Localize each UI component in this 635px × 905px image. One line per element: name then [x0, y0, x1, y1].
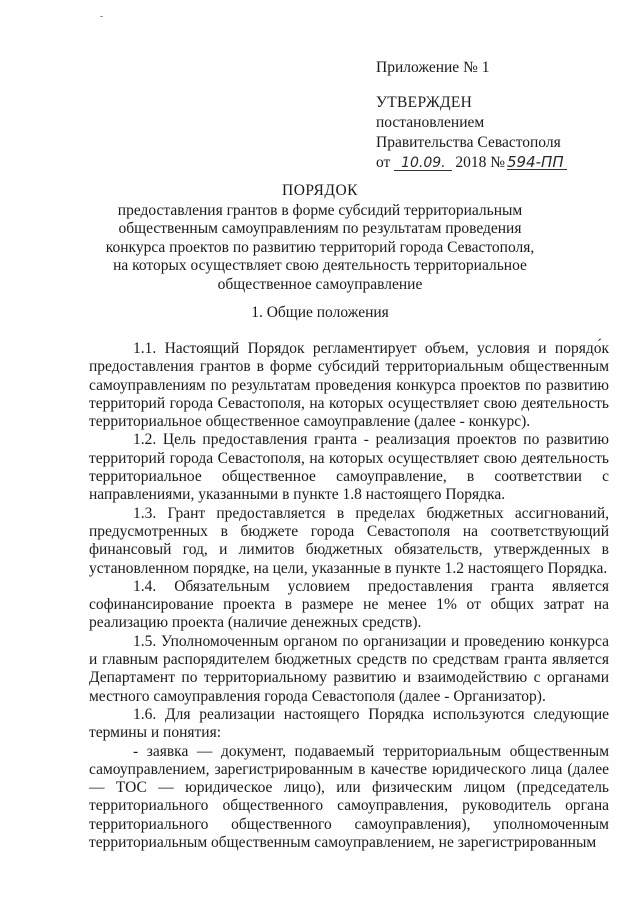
- paragraph-1-3: 1.3. Грант предоставляется в пределах бюджетных ассигнований, предусмотренных в бюджете города Севастополя на соответствующий финансовый год, и лимитов бюджетных обязательств, утвержденных в установленном порядке, на цели, указанные в пункте 1.2 настоящего Порядка.: [89, 504, 609, 577]
- paragraph-1-1: 1.1. Настоящий Порядок регламентирует объем, условия и порядо́к предоставления грантов в форме субсидий территориальным общественным самоуправлениям по результатам проведения конкурса проектов по развитию территорий города Севастополя, на которых осуществляет свою деятельность территориальное общественное самоуправление (далее - конкурс).: [89, 340, 609, 431]
- paragraph-1-5: 1.5. Уполномоченным органом по организации и проведению конкурса и главным распорядителем бюджетных средств по средствам гранта является Департамент по территориальному развитию и взаимодействию с органами местного самоуправления города Севастополя (далее - Организатор).: [89, 632, 609, 705]
- title-line-5: общественное самоуправление: [217, 275, 423, 293]
- annex-label: Приложение № 1: [376, 59, 490, 76]
- paragraph-term-application: - заявка — документ, подаваемый территориальным общественным самоуправлением, зарегистрированным в качестве юридического лица (далее — ТОС — юридическое лицо), или физическим лицом (председатель территориального общественного самоуправления, руководитель органа территориального общественного самоуправления), уполномоченным территориальным общественным самоуправлением, не зарегистрированным: [89, 742, 609, 852]
- title-line-1: предоставления грантов в форме субсидий территориальным: [117, 201, 523, 219]
- scan-speck: [100, 16, 103, 17]
- paragraph-1-6: 1.6. Для реализации настоящего Порядка используются следующие термины и понятия:: [89, 705, 609, 742]
- year-text: 2018 №: [455, 154, 505, 171]
- approval-line-1: постановлением: [376, 114, 485, 131]
- approval-date-line: [376, 153, 626, 173]
- document-body: [89, 340, 609, 852]
- title-line-4: на которых осуществляет свою деятельность территориальное: [113, 257, 527, 274]
- approval-block: [376, 58, 626, 173]
- approval-line-2: Правительства Севастополя: [376, 134, 561, 151]
- date-prefix: от: [376, 154, 391, 171]
- handwritten-number: 594-ПП: [507, 155, 567, 170]
- section-title: 1. Общие положения: [251, 304, 389, 321]
- document-title: [100, 182, 540, 294]
- title-line-2: общественным самоуправлениям по результатам проведения: [118, 220, 522, 237]
- title-heading: ПОРЯДОК: [282, 182, 358, 199]
- handwritten-date: 10.09.: [394, 156, 452, 171]
- approved-label: УТВЕРЖДЕН: [376, 94, 473, 111]
- title-line-3: конкурса проектов по развитию территорий города Севастополя,: [105, 238, 535, 256]
- paragraph-1-2: 1.2. Цель предоставления гранта - реализация проектов по развитию территорий города Севастополя, на которых осуществляет свою деятельность территориальное общественное самоуправление, в соответствии с направлениями, указанными в пункте 1.8 настоящего Порядка.: [89, 431, 609, 504]
- paragraph-1-4: 1.4. Обязательным условием предоставления гранта является софинансирование проекта в размере не менее 1% от общих затрат на реализацию проекта (наличие денежных средств).: [89, 577, 609, 632]
